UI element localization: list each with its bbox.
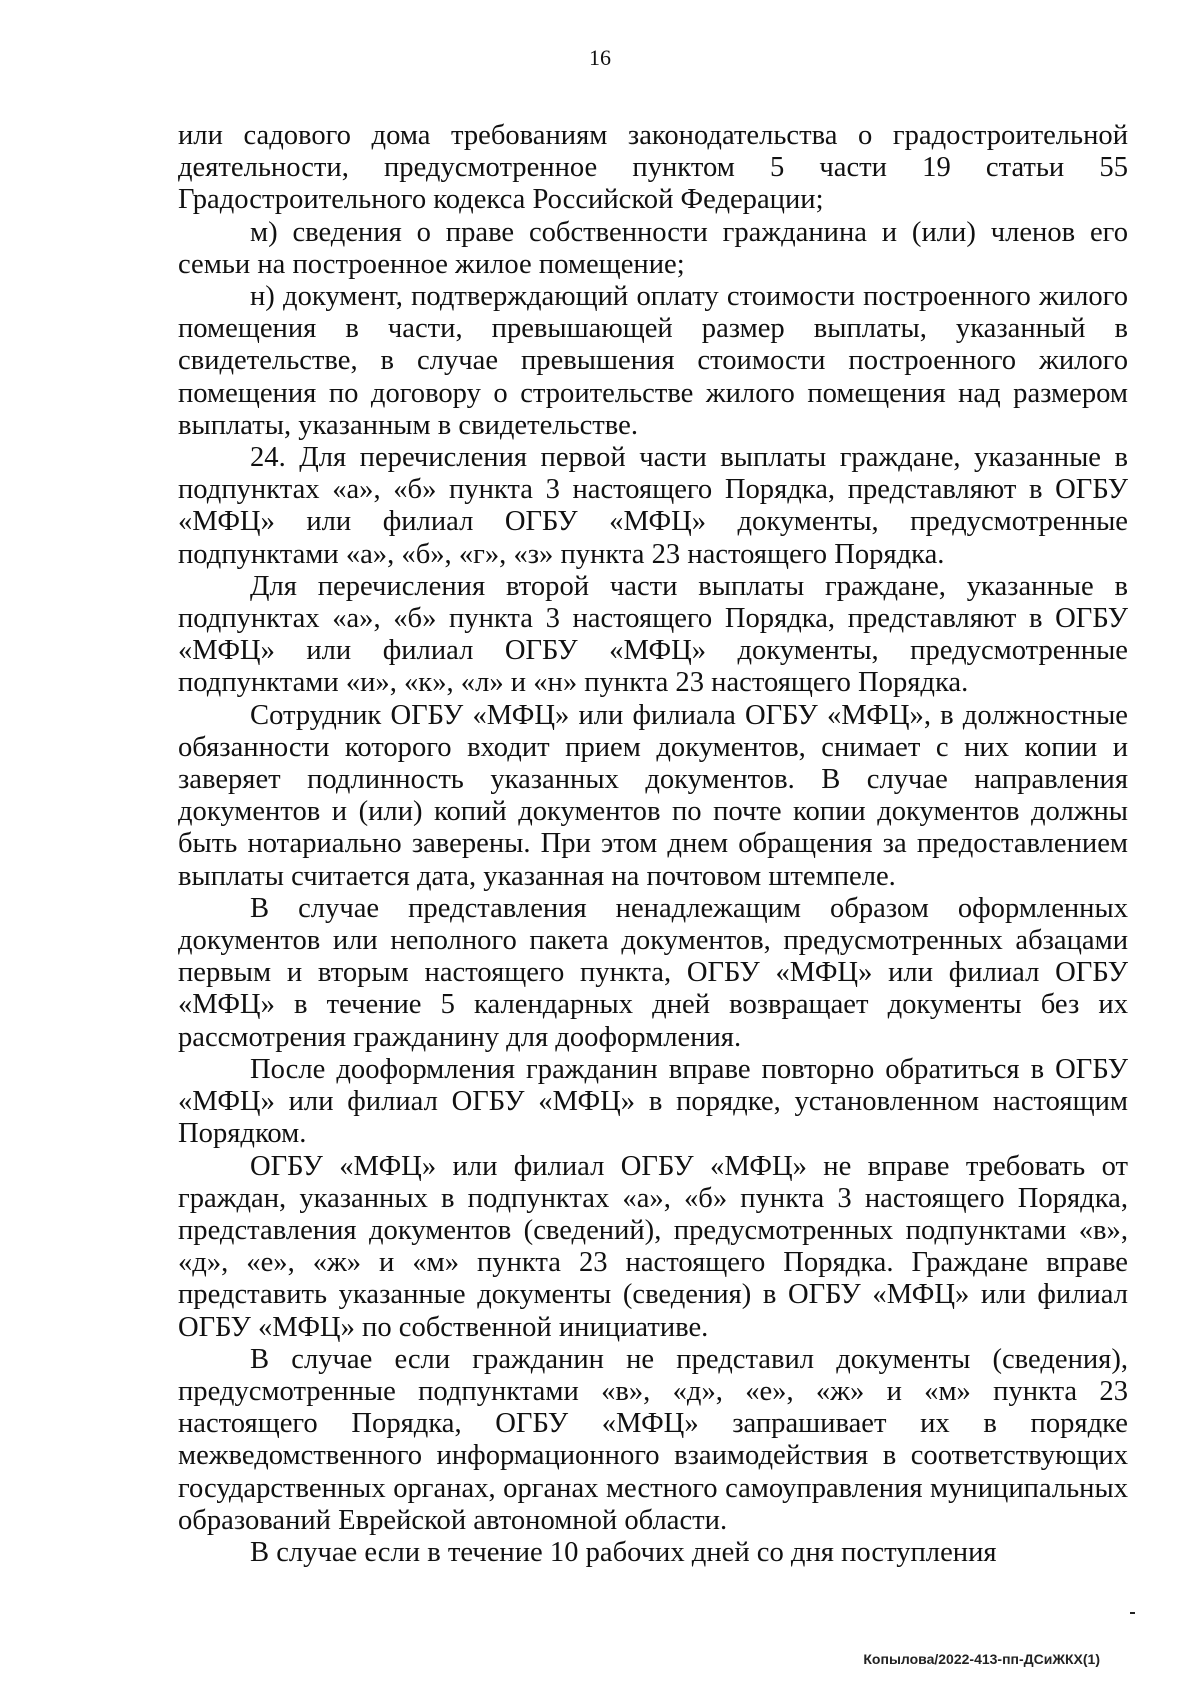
document-body bbox=[178, 120, 1128, 1569]
footer-mark bbox=[1130, 1612, 1135, 1614]
paragraph-interagency-request: В случае если гражданин не представил документы (сведения), предусмотренные подпунктами «в», «д», «е», «ж» и «м» пункта 23 настоящего Порядка, ОГБУ «МФЦ» запрашивает их в порядке межведомственного информационного взаимодействия в соответствующих государственных органах, органах местного самоуправления муниципальных образований Еврейской автономной области. bbox=[178, 1343, 1128, 1536]
paragraph-employee-duties: Сотрудник ОГБУ «МФЦ» или филиала ОГБУ «МФЦ», в должностные обязанности которого входит прием документов, снимает с них копии и заверяет подлинность указанных документов. В случае направления документов и (или) копий документов по почте копии документов должны быть нотариально заверены. При этом днем обращения за предоставлением выплаты считается дата, указанная на почтовом штемпеле. bbox=[178, 699, 1128, 892]
paragraph-continuation: или садового дома требованиям законодательства о градостроительной деятельности, предусмотренное пунктом 5 части 19 статьи 55 Градостроительного кодекса Российской Федерации; bbox=[178, 120, 1128, 216]
page-number: 16 bbox=[589, 45, 611, 70]
paragraph-no-requirement: ОГБУ «МФЦ» или филиал ОГБУ «МФЦ» не вправе требовать от граждан, указанных в подпунктах «а», «б» пункта 3 настоящего Порядка, представления документов (сведений), предусмотренных подпунктами «в», «д», «е», «ж» и «м» пункта 23 настоящего Порядка. Граждане вправе представить указанные документы (сведения) в ОГБУ «МФЦ» или филиал ОГБУ «МФЦ» по собственной инициативе. bbox=[178, 1150, 1128, 1343]
paragraph-resubmission: После дооформления гражданин вправе повторно обратиться в ОГБУ «МФЦ» или филиал ОГБУ «МФЦ» в порядке, установленном настоящим Порядком. bbox=[178, 1053, 1128, 1150]
paragraph-item-m: м) сведения о праве собственности гражданина и (или) членов его семьи на построенное жилое помещение; bbox=[178, 216, 1128, 280]
paragraph-second-payment: Для перечисления второй части выплаты граждане, указанные в подпунктах «а», «б» пункта 3 настоящего Порядка, представляют в ОГБУ «МФЦ» или филиал ОГБУ «МФЦ» документы, предусмотренные подпунктами «и», «к», «л» и «н» пункта 23 настоящего Порядка. bbox=[178, 570, 1128, 699]
paragraph-item-n: н) документ, подтверждающий оплату стоимости построенного жилого помещения в части, превышающей размер выплаты, указанный в свидетельстве, в случае превышения стоимости построенного жилого помещения по договору о строительстве жилого помещения над размером выплаты, указанным в свидетельстве. bbox=[178, 281, 1128, 441]
paragraph-ten-days: В случае если в течение 10 рабочих дней со дня поступления bbox=[250, 1536, 997, 1568]
paragraph-improper-documents: В случае представления ненадлежащим образом оформленных документов или неполного пакета документов, предусмотренных абзацами первым и вторым настоящего пункта, ОГБУ «МФЦ» или филиал ОГБУ «МФЦ» в течение 5 календарных дней возвращает документы без их рассмотрения гражданину для дооформления. bbox=[178, 892, 1128, 1053]
paragraph-clause-24: 24. Для перечисления первой части выплаты граждане, указанные в подпунктах «а», «б» пункта 3 настоящего Порядка, представляют в ОГБУ «МФЦ» или филиал ОГБУ «МФЦ» документы, предусмотренные подпунктами «а», «б», «г», «з» пункта 23 настоящего Порядка. bbox=[178, 442, 1128, 570]
footer-document-code: Копылова/2022-413-пп-ДСиЖКХ(1) bbox=[863, 1651, 1100, 1667]
